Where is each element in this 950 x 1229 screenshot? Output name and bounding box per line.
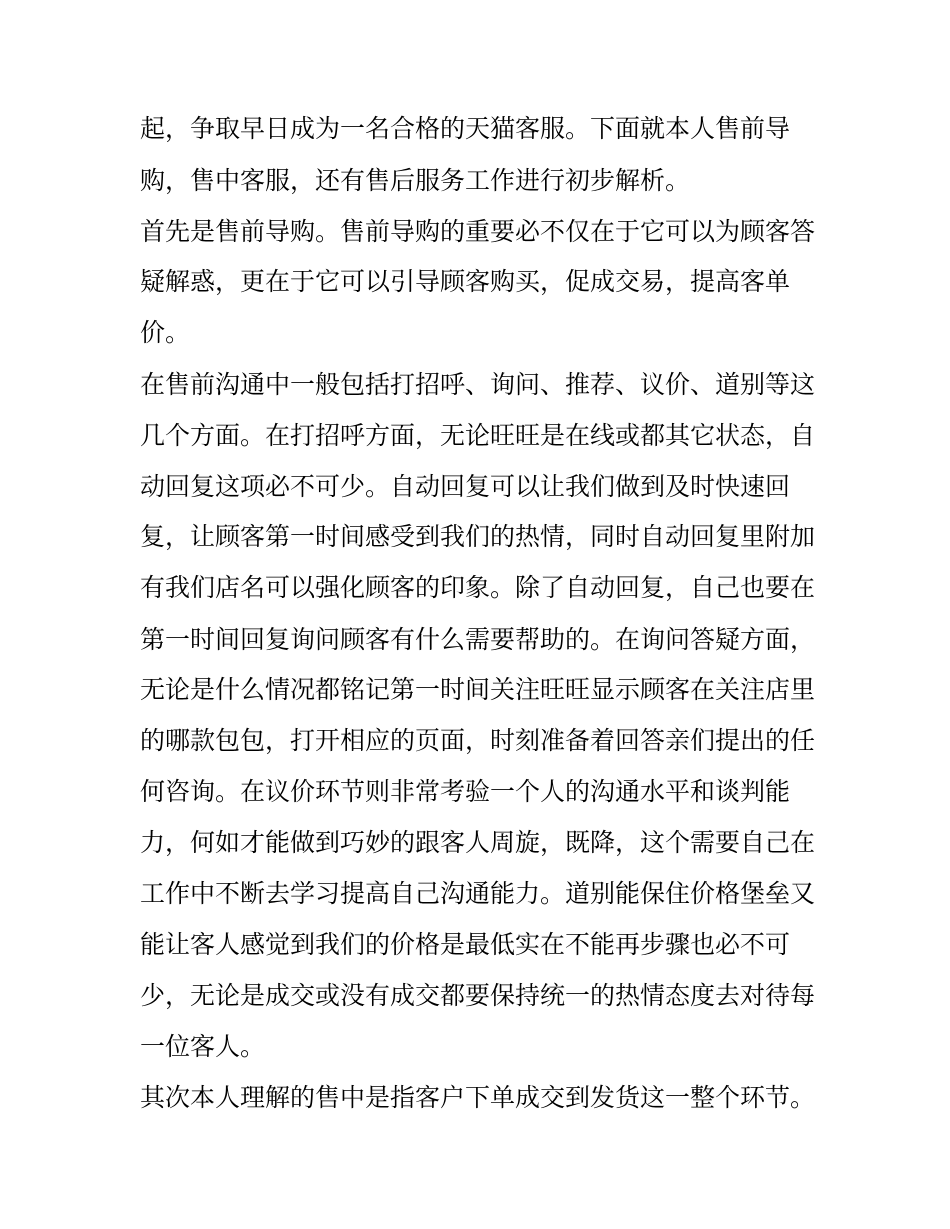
text-line: 力，何如才能做到巧妙的跟客人周旋，既降，这个需要自己在	[140, 828, 816, 857]
text-line: 疑解惑，更在于它可以引导顾客购买，促成交易，提高客单	[140, 267, 791, 296]
text-line: 购，售中客服，还有售后服务工作进行初步解析。	[140, 166, 691, 195]
text-line: 能让客人感觉到我们的价格是最低实在不能再步骤也必不可	[140, 930, 791, 959]
text-line: 其次本人理解的售中是指客户下单成交到发货这一整个环节。	[140, 1083, 816, 1112]
text-line: 首先是售前导购。售前导购的重要必不仅在于它可以为顾客答	[140, 217, 816, 246]
text-line: 的哪款包包，打开相应的页面，时刻准备着回答亲们提出的任	[140, 726, 816, 755]
text-line: 几个方面。在打招呼方面，无论旺旺是在线或都其它状态，自	[140, 421, 816, 450]
text-line: 少，无论是成交或没有成交都要保持统一的热情态度去对待每	[140, 981, 816, 1010]
text-line: 第一时间回复询问顾客有什么需要帮助的。在询问答疑方面，	[140, 625, 816, 654]
text-line: 一位客人。	[140, 1032, 266, 1061]
text-line: 价。	[140, 318, 191, 347]
text-line: 无论是什么情况都铭记第一时间关注旺旺显示顾客在关注店里	[140, 675, 816, 704]
text-line: 有我们店名可以强化顾客的印象。除了自动回复，自己也要在	[140, 573, 816, 602]
text-line: 起，争取早日成为一名合格的天猫客服。下面就本人售前导	[140, 114, 791, 143]
text-line: 工作中不断去学习提高自己沟通能力。道别能保住价格堡垒又	[140, 879, 816, 908]
text-line: 复，让顾客第一时间感受到我们的热情，同时自动回复里附加	[140, 522, 816, 551]
text-line: 动回复这项必不可少。自动回复可以让我们做到及时快速回	[140, 472, 791, 501]
text-line: 何咨询。在议价环节则非常考验一个人的沟通水平和谈判能	[140, 777, 791, 806]
text-line: 在售前沟通中一般包括打招呼、询问、推荐、议价、道别等这	[140, 370, 816, 399]
